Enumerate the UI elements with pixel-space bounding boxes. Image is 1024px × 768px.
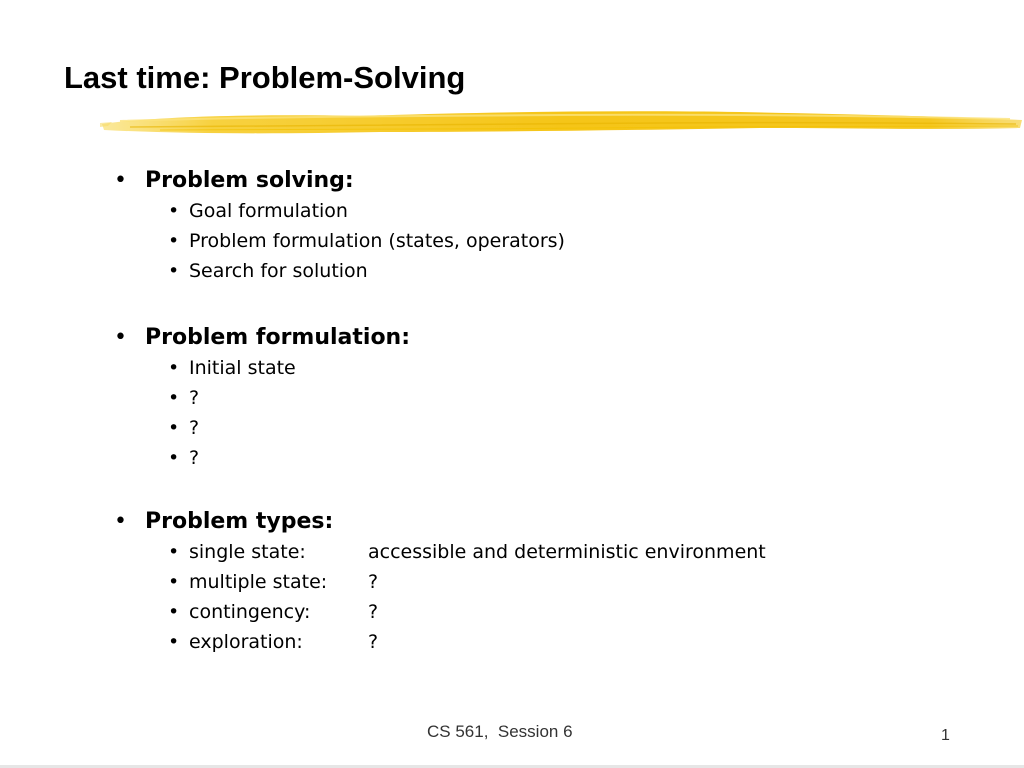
- bullet-icon: •: [168, 357, 180, 379]
- bullet-icon: •: [168, 447, 180, 469]
- bullet-icon: •: [168, 571, 180, 593]
- list-item-term: contingency:: [189, 601, 311, 623]
- list-item-definition: ?: [368, 631, 379, 653]
- list-item-text: ?: [189, 417, 200, 439]
- list-item-text: ?: [189, 447, 200, 469]
- bullet-icon: •: [168, 601, 180, 623]
- list-item-text: ?: [189, 387, 200, 409]
- list-item-text: Problem formulation (states, operators): [189, 230, 565, 252]
- section-heading-label: Problem types:: [145, 509, 334, 534]
- list-item-definition: ?: [368, 601, 379, 623]
- list-item-definition: accessible and deterministic environment: [368, 541, 766, 563]
- list-item-definition: ?: [368, 571, 379, 593]
- bullet-icon: •: [168, 387, 180, 409]
- bullet-icon: •: [168, 417, 180, 439]
- bullet-icon: •: [168, 631, 180, 653]
- list-item-term: single state:: [189, 541, 306, 563]
- bullet-icon: •: [168, 200, 180, 222]
- bullet-icon: •: [114, 168, 127, 193]
- list-item-text: Initial state: [189, 357, 296, 379]
- list-item-text: Search for solution: [189, 260, 368, 282]
- bullet-icon: •: [168, 541, 180, 563]
- footer-course-session: CS 561, Session 6: [427, 722, 573, 741]
- slide-title: Last time: Problem-Solving: [64, 60, 466, 95]
- list-item-text: Goal formulation: [189, 200, 348, 222]
- bullet-icon: •: [114, 509, 127, 534]
- bullet-icon: •: [168, 230, 180, 252]
- section-heading-label: Problem formulation:: [145, 325, 411, 350]
- footer-page-number: 1: [941, 727, 950, 744]
- bullet-icon: •: [168, 260, 180, 282]
- bullet-icon: •: [114, 325, 127, 350]
- list-item-term: multiple state:: [189, 571, 328, 593]
- section-heading-label: Problem solving:: [145, 168, 354, 193]
- list-item-term: exploration:: [189, 631, 303, 653]
